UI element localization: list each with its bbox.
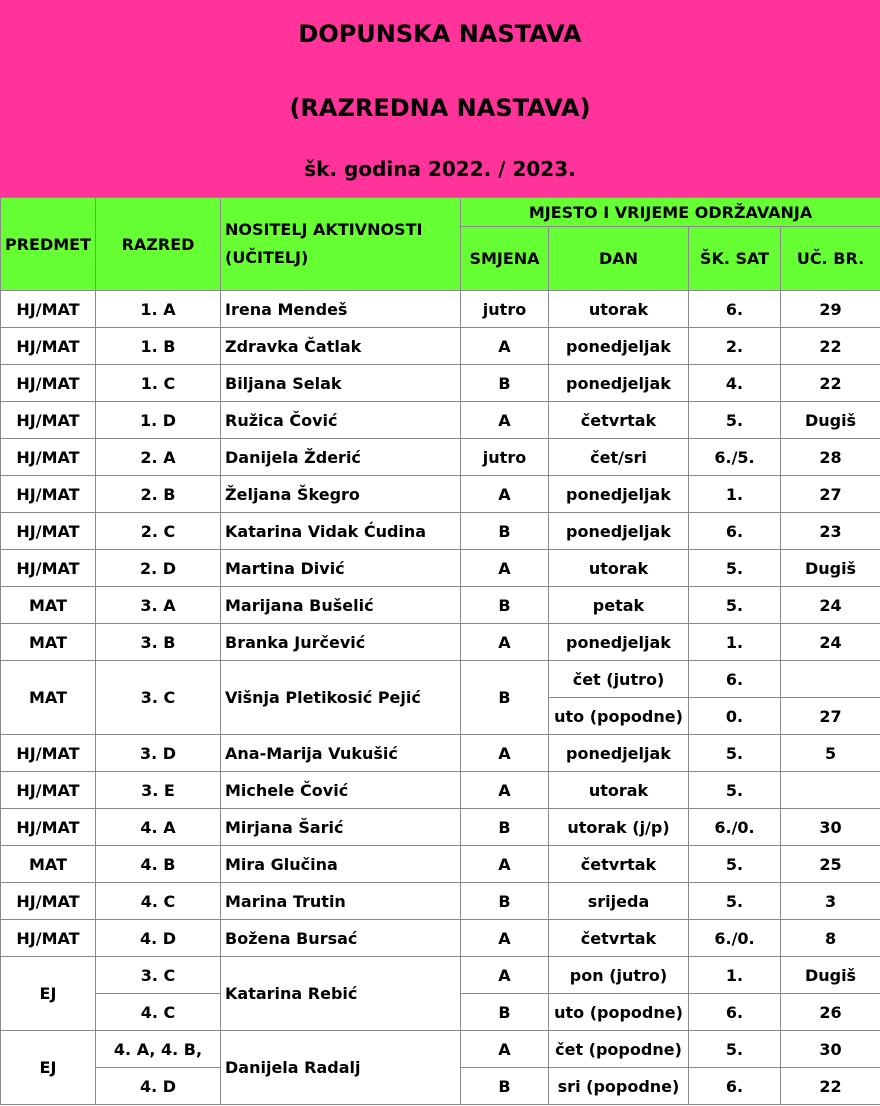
cell-dan: utorak: [549, 772, 689, 809]
cell-predmet: HJ/MAT: [1, 328, 96, 365]
title-line-2: (RAZREDNA NASTAVA): [289, 94, 591, 122]
cell-smjena: B: [461, 661, 549, 735]
cell-ucitelj: Višnja Pletikosić Pejić: [221, 661, 461, 735]
cell-razred: 2. D: [96, 550, 221, 587]
cell-sk-sat: 0.: [689, 698, 781, 735]
cell-predmet: HJ/MAT: [1, 809, 96, 846]
table-row: [1, 772, 880, 809]
cell-uc-br: 22: [781, 328, 880, 365]
cell-smjena: A: [461, 957, 549, 994]
cell-uc-br: 26: [781, 994, 880, 1031]
cell-razred: 2. C: [96, 513, 221, 550]
table-row: [1, 328, 880, 365]
cell-dan: četvrtak: [549, 846, 689, 883]
table-row: [1, 550, 880, 587]
cell-uc-br: 22: [781, 365, 880, 402]
cell-razred: 2. B: [96, 476, 221, 513]
cell-uc-br: 28: [781, 439, 880, 476]
cell-uc-br: Dugiš: [781, 957, 880, 994]
cell-sk-sat: 6.: [689, 513, 781, 550]
cell-dan: utorak: [549, 550, 689, 587]
cell-dan: čet/sri: [549, 439, 689, 476]
cell-dan: utorak: [549, 291, 689, 328]
cell-ucitelj: Martina Divić: [221, 550, 461, 587]
title-line-1: DOPUNSKA NASTAVA: [298, 20, 582, 48]
table-row: [1, 735, 880, 772]
school-year: šk. godina 2022. / 2023.: [304, 157, 576, 181]
cell-razred: 4. D: [96, 920, 221, 957]
cell-sk-sat: 2.: [689, 328, 781, 365]
cell-ucitelj: Danijela Radalj: [221, 1031, 461, 1105]
cell-ucitelj: Katarina Rebić: [221, 957, 461, 1031]
cell-smjena: B: [461, 1068, 549, 1105]
cell-smjena: A: [461, 735, 549, 772]
table-row: [1, 624, 880, 661]
cell-razred: 1. A: [96, 291, 221, 328]
cell-ucitelj: Katarina Vidak Ćudina: [221, 513, 461, 550]
table-row: [1, 365, 880, 402]
cell-uc-br: [781, 661, 880, 698]
cell-uc-br: 22: [781, 1068, 880, 1105]
cell-predmet: MAT: [1, 661, 96, 735]
cell-smjena: B: [461, 809, 549, 846]
cell-sk-sat: 1.: [689, 957, 781, 994]
cell-smjena: A: [461, 772, 549, 809]
cell-smjena: A: [461, 550, 549, 587]
cell-uc-br: 25: [781, 846, 880, 883]
cell-smjena: A: [461, 476, 549, 513]
cell-razred: 4. D: [96, 1068, 221, 1105]
cell-razred: 3. E: [96, 772, 221, 809]
cell-uc-br: Dugiš: [781, 402, 880, 439]
cell-razred: 4. A: [96, 809, 221, 846]
cell-predmet: HJ/MAT: [1, 365, 96, 402]
cell-sk-sat: 5.: [689, 402, 781, 439]
cell-dan: ponedjeljak: [549, 735, 689, 772]
cell-uc-br: 5: [781, 735, 880, 772]
cell-ucitelj: Marijana Bušelić: [221, 587, 461, 624]
table-row: [1, 957, 880, 994]
cell-smjena: A: [461, 402, 549, 439]
cell-ucitelj: Mira Glučina: [221, 846, 461, 883]
cell-sk-sat: 5.: [689, 772, 781, 809]
cell-sk-sat: 6.: [689, 291, 781, 328]
cell-predmet: EJ: [1, 1031, 96, 1105]
cell-uc-br: 29: [781, 291, 880, 328]
cell-dan: čet (jutro): [549, 661, 689, 698]
cell-razred: 3. A: [96, 587, 221, 624]
cell-uc-br: 8: [781, 920, 880, 957]
cell-ucitelj: Mirjana Šarić: [221, 809, 461, 846]
cell-ucitelj: Branka Jurčević: [221, 624, 461, 661]
cell-smjena: A: [461, 920, 549, 957]
cell-smjena: B: [461, 587, 549, 624]
cell-dan: uto (popodne): [549, 994, 689, 1031]
cell-smjena: jutro: [461, 439, 549, 476]
cell-sk-sat: 4.: [689, 365, 781, 402]
cell-predmet: EJ: [1, 957, 96, 1031]
cell-ucitelj: Ružica Čović: [221, 402, 461, 439]
cell-predmet: HJ/MAT: [1, 291, 96, 328]
table-row: [1, 513, 880, 550]
cell-dan: četvrtak: [549, 402, 689, 439]
cell-uc-br: 24: [781, 624, 880, 661]
table-row: [1, 587, 880, 624]
table-row: [1, 402, 880, 439]
cell-sk-sat: 6.: [689, 661, 781, 698]
cell-smjena: A: [461, 1031, 549, 1068]
cell-dan: ponedjeljak: [549, 624, 689, 661]
cell-predmet: HJ/MAT: [1, 920, 96, 957]
cell-sk-sat: 1.: [689, 476, 781, 513]
table-row: [1, 809, 880, 846]
cell-sk-sat: 5.: [689, 1031, 781, 1068]
cell-ucitelj: Irena Mendeš: [221, 291, 461, 328]
cell-dan: pon (jutro): [549, 957, 689, 994]
header-razred: RAZRED: [96, 198, 221, 291]
table-row: [1, 291, 880, 328]
cell-sk-sat: 6./5.: [689, 439, 781, 476]
header-sk-sat: ŠK. SAT: [689, 227, 781, 291]
cell-ucitelj: Danijela Žderić: [221, 439, 461, 476]
cell-razred: 4. B: [96, 846, 221, 883]
cell-sk-sat: 1.: [689, 624, 781, 661]
cell-ucitelj: Božena Bursać: [221, 920, 461, 957]
cell-predmet: HJ/MAT: [1, 883, 96, 920]
cell-uc-br: 3: [781, 883, 880, 920]
cell-predmet: MAT: [1, 587, 96, 624]
cell-uc-br: 23: [781, 513, 880, 550]
cell-razred: 3. D: [96, 735, 221, 772]
cell-dan: ponedjeljak: [549, 328, 689, 365]
cell-smjena: A: [461, 846, 549, 883]
header-mjesto: MJESTO I VRIJEME ODRŽAVANJA: [461, 198, 880, 227]
cell-razred: 1. D: [96, 402, 221, 439]
table-row: [1, 476, 880, 513]
header-smjena: SMJENA: [461, 227, 549, 291]
cell-dan: čet (popodne): [549, 1031, 689, 1068]
table-row: [1, 920, 880, 957]
cell-uc-br: [781, 772, 880, 809]
cell-predmet: MAT: [1, 624, 96, 661]
cell-dan: uto (popodne): [549, 698, 689, 735]
table-row: [1, 883, 880, 920]
cell-sk-sat: 5.: [689, 550, 781, 587]
table-row: [1, 439, 880, 476]
title-banner: [0, 0, 880, 197]
cell-ucitelj: Ana-Marija Vukušić: [221, 735, 461, 772]
cell-dan: ponedjeljak: [549, 513, 689, 550]
cell-razred: 4. C: [96, 883, 221, 920]
cell-sk-sat: 5.: [689, 735, 781, 772]
cell-razred: 2. A: [96, 439, 221, 476]
cell-razred: 3. C: [96, 661, 221, 735]
cell-uc-br: Dugiš: [781, 550, 880, 587]
cell-smjena: B: [461, 883, 549, 920]
cell-dan: četvrtak: [549, 920, 689, 957]
cell-ucitelj: Željana Škegro: [221, 476, 461, 513]
header-nositelj-line2: (UČITELJ): [225, 248, 309, 267]
cell-predmet: HJ/MAT: [1, 439, 96, 476]
cell-smjena: B: [461, 365, 549, 402]
cell-razred: 4. A, 4. B,: [96, 1031, 221, 1068]
cell-uc-br: 24: [781, 587, 880, 624]
cell-dan: sri (popodne): [549, 1068, 689, 1105]
cell-predmet: HJ/MAT: [1, 513, 96, 550]
table-row: [1, 1031, 880, 1068]
cell-uc-br: 27: [781, 476, 880, 513]
cell-dan: ponedjeljak: [549, 476, 689, 513]
cell-uc-br: 27: [781, 698, 880, 735]
cell-dan: srijeda: [549, 883, 689, 920]
cell-predmet: MAT: [1, 846, 96, 883]
cell-sk-sat: 5.: [689, 846, 781, 883]
table-row: [1, 661, 880, 698]
cell-dan: utorak (j/p): [549, 809, 689, 846]
table-row: [1, 846, 880, 883]
cell-uc-br: 30: [781, 809, 880, 846]
cell-razred: 1. C: [96, 365, 221, 402]
cell-sk-sat: 6.: [689, 1068, 781, 1105]
cell-ucitelj: Michele Čović: [221, 772, 461, 809]
cell-predmet: HJ/MAT: [1, 772, 96, 809]
header-dan: DAN: [549, 227, 689, 291]
header-predmet: PREDMET: [1, 198, 96, 291]
cell-dan: ponedjeljak: [549, 365, 689, 402]
header-nositelj-line1: NOSITELJ AKTIVNOSTI: [225, 220, 423, 239]
cell-smjena: A: [461, 328, 549, 365]
cell-smjena: B: [461, 994, 549, 1031]
cell-predmet: HJ/MAT: [1, 735, 96, 772]
header-nositelj: [221, 198, 461, 291]
cell-razred: 3. C: [96, 957, 221, 994]
cell-dan: petak: [549, 587, 689, 624]
cell-smjena: B: [461, 513, 549, 550]
cell-smjena: jutro: [461, 291, 549, 328]
schedule-table: [0, 197, 880, 1105]
cell-predmet: HJ/MAT: [1, 402, 96, 439]
cell-ucitelj: Marina Trutin: [221, 883, 461, 920]
cell-sk-sat: 6./0.: [689, 809, 781, 846]
cell-razred: 1. B: [96, 328, 221, 365]
cell-sk-sat: 5.: [689, 883, 781, 920]
cell-razred: 3. B: [96, 624, 221, 661]
cell-predmet: HJ/MAT: [1, 476, 96, 513]
cell-sk-sat: 6.: [689, 994, 781, 1031]
cell-smjena: A: [461, 624, 549, 661]
cell-predmet: HJ/MAT: [1, 550, 96, 587]
header-uc-br: UČ. BR.: [781, 227, 880, 291]
cell-ucitelj: Biljana Selak: [221, 365, 461, 402]
cell-uc-br: 30: [781, 1031, 880, 1068]
cell-ucitelj: Zdravka Čatlak: [221, 328, 461, 365]
cell-razred: 4. C: [96, 994, 221, 1031]
cell-sk-sat: 5.: [689, 587, 781, 624]
cell-sk-sat: 6./0.: [689, 920, 781, 957]
